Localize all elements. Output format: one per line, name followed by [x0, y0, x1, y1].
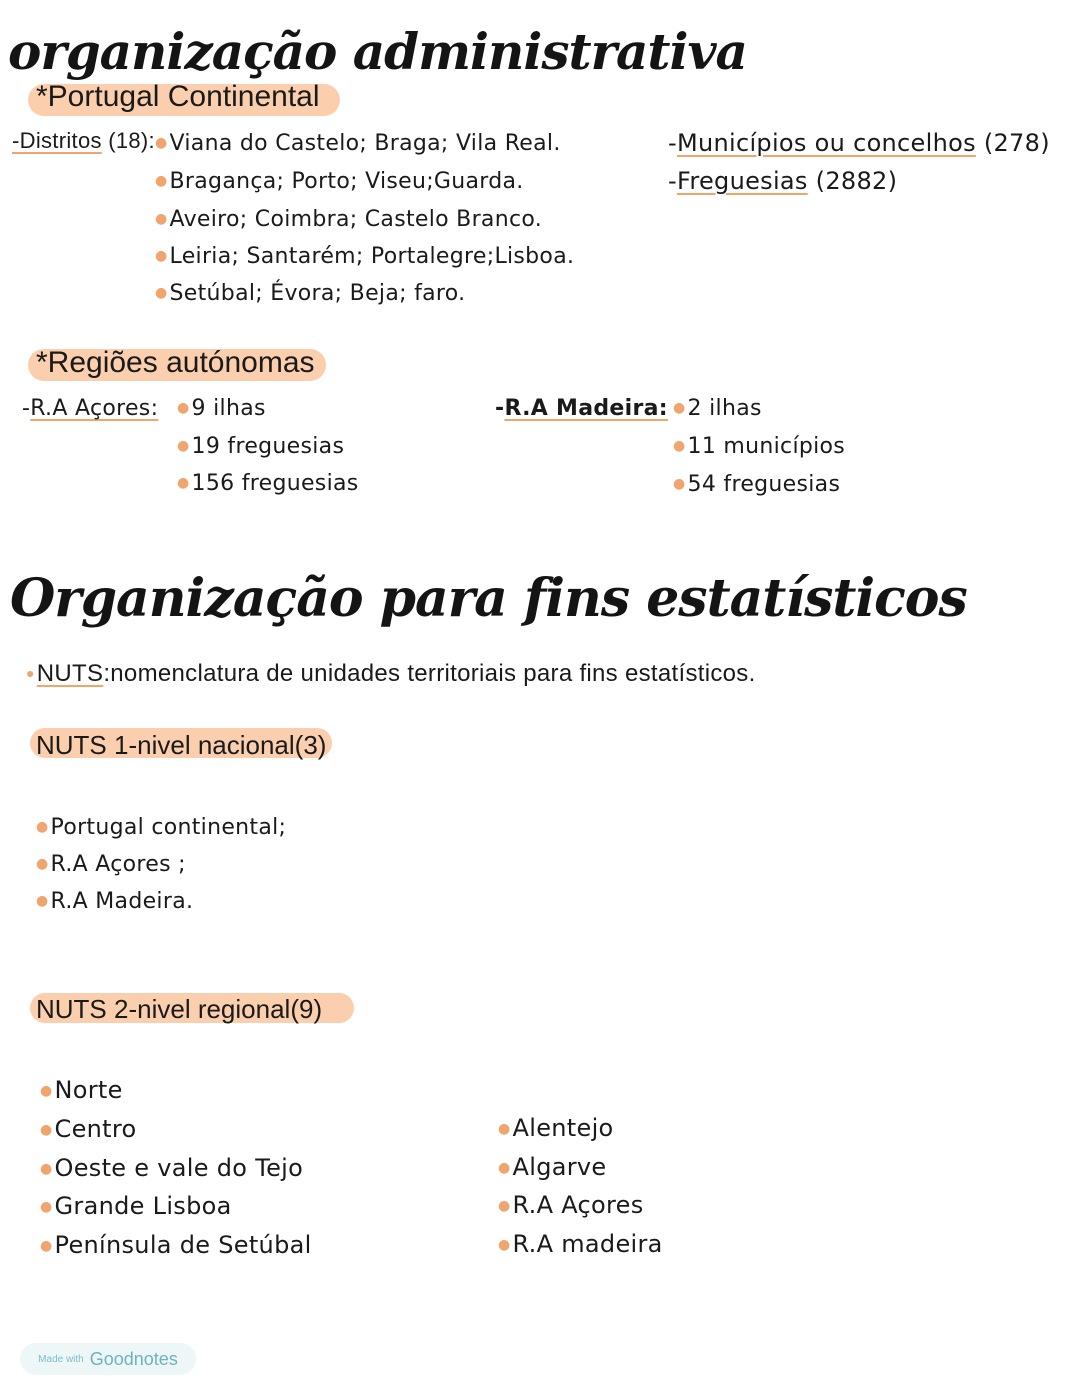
freguesias-term: Freguesias — [676, 167, 808, 195]
madeira-item — [673, 434, 845, 459]
bullet-icon: ● — [673, 476, 686, 492]
nuts1-item — [36, 852, 186, 877]
nuts2-item — [498, 1153, 607, 1181]
madeira-item-text: 54 freguesias — [687, 472, 841, 497]
nuts1-item-text: R.A Açores ; — [50, 852, 186, 877]
acores-item-text: 156 freguesias — [191, 471, 359, 496]
nuts-term: NUTS — [36, 660, 104, 687]
nuts2-item-text: Península de Setúbal — [54, 1231, 312, 1259]
distritos-text: Bragança; Porto; Viseu;Guarda. — [169, 169, 524, 194]
goodnotes-logo-text: Goodnotes — [89, 1348, 178, 1369]
distritos-text: Setúbal; Évora; Beja; faro. — [169, 281, 466, 306]
bullet-icon: ● — [155, 248, 168, 264]
bullet-icon: ● — [36, 893, 49, 909]
bullet-icon: ● — [155, 285, 168, 301]
bullet-icon: ● — [155, 173, 168, 189]
acores-item-text: 19 freguesias — [191, 434, 345, 459]
distritos-line — [155, 244, 574, 269]
dash: - — [22, 396, 31, 421]
acores-item — [177, 434, 344, 459]
madeira-item-text: 2 ilhas — [687, 396, 762, 421]
nuts2-item — [498, 1230, 663, 1258]
freguesias-count: (2882) — [807, 167, 898, 195]
nuts2-item-text: Oeste e vale do Tejo — [54, 1154, 304, 1182]
dash: - — [495, 396, 505, 421]
distritos-line — [155, 281, 465, 306]
bullet-icon: ● — [40, 1199, 53, 1215]
nuts2-item — [40, 1154, 303, 1182]
nuts-definition — [26, 660, 756, 688]
bullet-icon: ● — [40, 1161, 53, 1177]
section-title-estatisticos: Organização para fins estatísticos — [10, 568, 967, 629]
dash: - — [668, 129, 677, 157]
nuts2-item-text: Centro — [54, 1115, 137, 1143]
acores-item-text: 9 ilhas — [191, 396, 266, 421]
freguesias-line — [668, 167, 897, 195]
nuts1-item-text: R.A Madeira. — [50, 889, 194, 914]
municipios-count: (278) — [975, 129, 1050, 157]
distritos-text: Aveiro; Coimbra; Castelo Branco. — [169, 207, 543, 232]
municipios-line — [668, 129, 1050, 157]
nuts2-item — [40, 1076, 123, 1104]
distritos-count: (18): — [101, 128, 155, 153]
acores-label — [22, 396, 158, 421]
bullet-icon: ● — [36, 856, 49, 872]
distritos-text: Viana do Castelo; Braga; Vila Real. — [169, 131, 561, 156]
bullet-icon: ● — [177, 475, 190, 491]
nuts2-item — [40, 1192, 232, 1220]
bullet-icon: ● — [26, 665, 35, 681]
nuts1-item — [36, 815, 286, 840]
bullet-icon: ● — [40, 1238, 53, 1254]
distritos-line — [155, 131, 561, 156]
bullet-icon: ● — [498, 1237, 511, 1253]
municipios-term: Municípios ou concelhos — [676, 129, 976, 157]
acores-term: R.A Açores: — [30, 396, 159, 421]
bullet-icon: ● — [177, 400, 190, 416]
bullet-icon: ● — [40, 1122, 53, 1138]
nuts-definition-text: :nomenclatura de unidades territoriais para fins estatísticos. — [103, 660, 756, 687]
section-title-administrativa: organização administrativa — [8, 22, 747, 81]
bullet-icon: ● — [498, 1198, 511, 1214]
nuts2-item — [498, 1114, 614, 1142]
bullet-icon: ● — [177, 438, 190, 454]
nuts2-item-text: Algarve — [512, 1153, 607, 1181]
madeira-item — [673, 472, 840, 497]
nuts2-item-text: Alentejo — [512, 1114, 614, 1142]
distritos-term: -Distritos — [12, 128, 102, 153]
heading-portugal-continental: *Portugal Continental — [36, 80, 320, 113]
nuts2-item — [40, 1231, 312, 1259]
nuts2-item-text: R.A Açores — [512, 1191, 644, 1219]
madeira-term: R.A Madeira: — [504, 396, 668, 421]
bullet-icon: ● — [673, 438, 686, 454]
madeira-item-text: 11 municípios — [687, 434, 846, 459]
made-with-goodnotes-badge[interactable] — [20, 1343, 196, 1375]
bullet-icon: ● — [36, 819, 49, 835]
heading-regioes-autonomas: *Regiões autónomas — [36, 346, 315, 379]
distritos-text: Leiria; Santarém; Portalegre;Lisboa. — [169, 244, 575, 269]
nuts1-item — [36, 889, 193, 914]
heading-nuts1: NUTS 1-nivel nacional(3) — [36, 730, 327, 760]
bullet-icon: ● — [155, 135, 168, 151]
madeira-label — [495, 396, 668, 421]
nuts2-item-text: Norte — [54, 1076, 123, 1104]
bullet-icon: ● — [498, 1160, 511, 1176]
nuts1-item-text: Portugal continental; — [50, 815, 287, 840]
bullet-icon: ● — [673, 400, 686, 416]
heading-nuts2: NUTS 2-nivel regional(9) — [36, 994, 323, 1024]
made-with-label: Made with — [38, 1353, 84, 1365]
distritos-line — [155, 207, 542, 232]
dash: - — [668, 167, 677, 195]
distritos-line — [155, 169, 524, 194]
nuts2-item-text: Grande Lisboa — [54, 1192, 232, 1220]
nuts2-item — [498, 1191, 644, 1219]
nuts2-item-text: R.A madeira — [512, 1230, 663, 1258]
acores-item — [177, 396, 266, 421]
bullet-icon: ● — [155, 211, 168, 227]
bullet-icon: ● — [40, 1083, 53, 1099]
distritos-label — [12, 128, 155, 154]
madeira-item — [673, 396, 762, 421]
acores-item — [177, 471, 359, 496]
bullet-icon: ● — [498, 1121, 511, 1137]
nuts2-item — [40, 1115, 137, 1143]
